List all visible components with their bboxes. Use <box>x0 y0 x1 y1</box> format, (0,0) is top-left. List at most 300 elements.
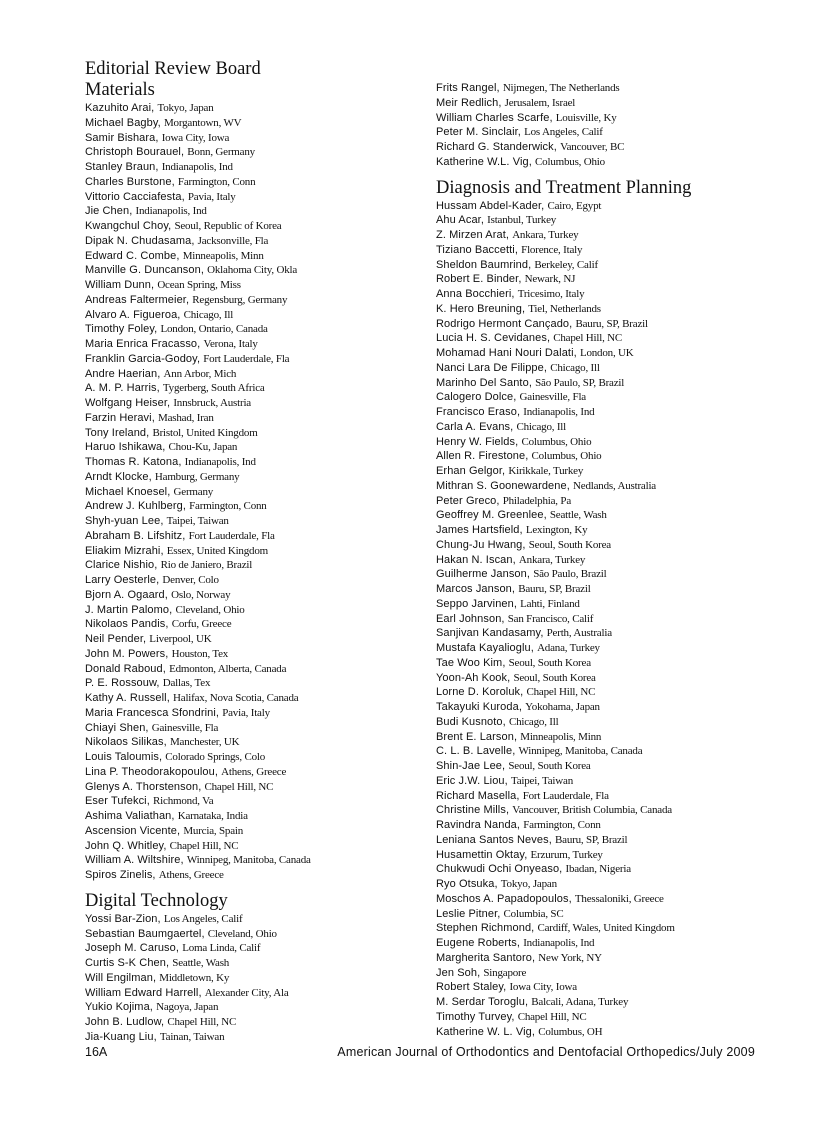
member-name: Mithran S. Goonewardene , <box>436 480 573 492</box>
member-name: Wolfgang Heiser , <box>85 397 173 409</box>
member-name: Jen Soh , <box>436 967 483 979</box>
member-name: Henry W. Fields , <box>436 436 521 448</box>
member-location: Taipei, Taiwan <box>166 515 229 527</box>
member-name: Leslie Pitner , <box>436 908 504 920</box>
member-name: Budi Kusnoto , <box>436 716 509 728</box>
member-name: Erhan Gelgor , <box>436 465 508 477</box>
board-member <box>85 941 430 956</box>
board-member <box>436 538 776 553</box>
board-member <box>85 927 430 942</box>
member-name: Christine Mills , <box>436 804 512 816</box>
board-member <box>85 868 430 883</box>
member-location: Cairo, Egypt <box>547 199 602 212</box>
board-member <box>85 175 430 190</box>
member-name: Bjorn A. Ogaard , <box>85 589 171 601</box>
member-name: Yossi Bar-Zion , <box>85 913 164 925</box>
board-member <box>85 1000 430 1015</box>
member-location: Minneapolis, Minn <box>182 249 264 262</box>
board-member <box>85 544 430 559</box>
member-location: San Francisco, Calif <box>507 612 594 625</box>
member-name: A. M. P. Harris , <box>85 382 163 394</box>
board-member <box>436 833 776 848</box>
member-location: Bristol, United Kingdom <box>152 426 258 439</box>
board-member <box>85 455 430 470</box>
member-name: Geoffrey M. Greenlee , <box>436 509 550 521</box>
board-member <box>85 485 430 500</box>
member-location: Denver, Colo <box>162 574 219 586</box>
board-member <box>85 809 430 824</box>
member-name: K. Hero Breuning , <box>436 303 528 315</box>
member-location: Ankara, Turkey <box>518 553 586 566</box>
member-location: Indianapolis, Ind <box>523 937 595 949</box>
member-location: Chou-Ku, Japan <box>168 441 238 454</box>
member-location: Karnataka, India <box>177 810 248 822</box>
member-name: Francisco Eraso , <box>436 406 523 418</box>
member-name: Calogero Dolce , <box>436 391 520 403</box>
member-name: Nikolaos Silikas , <box>85 736 170 748</box>
member-name: Michael Knoesel , <box>85 486 174 498</box>
member-name: Kwangchul Choy , <box>85 220 174 232</box>
member-location: Gainesville, Fla <box>519 391 586 404</box>
board-member <box>85 514 430 529</box>
member-location: Indianapolis, Ind <box>523 406 595 418</box>
board-member <box>85 145 430 160</box>
board-member <box>85 190 430 205</box>
member-name: Will Engilman , <box>85 972 159 984</box>
member-name: Alvaro A. Figueroa , <box>85 309 184 321</box>
member-location: Alexander City, Ala <box>204 986 289 999</box>
member-location: Berkeley, Calif <box>534 258 598 271</box>
member-name: Yukio Kojima , <box>85 1001 156 1013</box>
member-location: Gainesville, Fla <box>151 721 219 734</box>
member-name: C. L. B. Lavelle , <box>436 745 519 757</box>
board-member <box>436 81 776 96</box>
member-name: Sanjivan Kandasamy , <box>436 627 547 639</box>
member-location: Los Angeles, Calif <box>524 126 603 139</box>
board-member <box>85 912 430 927</box>
board-member <box>85 322 430 337</box>
member-name: Ashima Valiathan , <box>85 810 178 822</box>
member-location: Fort Lauderdale, Fla <box>188 529 275 542</box>
member-location: Tricesimo, Italy <box>517 288 585 300</box>
member-name: Charles Burstone , <box>85 176 178 188</box>
member-name: Ascension Vicente , <box>85 825 183 837</box>
materials-list <box>85 101 430 883</box>
member-name: Nanci Lara De Filippe , <box>436 362 550 374</box>
member-name: Shin-Jae Lee , <box>436 760 508 772</box>
member-name: Ahu Acar , <box>436 214 487 226</box>
member-location: Singapore <box>483 966 527 979</box>
member-location: Adana, Turkey <box>537 642 600 654</box>
board-member <box>85 529 430 544</box>
member-location: Chicago, Ill <box>516 420 567 433</box>
member-location: Farmington, Conn <box>177 175 256 188</box>
member-location: Newark, NJ <box>524 273 576 286</box>
board-member <box>85 588 430 603</box>
member-location: Loma Linda, Calif <box>182 942 261 955</box>
board-member <box>436 258 776 273</box>
member-name: P. E. Rossouw , <box>85 677 163 689</box>
member-location: Halifax, Nova Scotia, Canada <box>173 692 299 704</box>
board-member <box>436 951 776 966</box>
board-member <box>85 956 430 971</box>
board-member <box>85 735 430 750</box>
member-location: Ann Arbor, Mich <box>163 367 237 380</box>
member-name: Jie Chen , <box>85 205 136 217</box>
member-location: São Paulo, SP, Brazil <box>535 376 625 389</box>
board-member <box>85 131 430 146</box>
member-location: Murcia, Spain <box>183 824 244 837</box>
board-member <box>436 567 776 582</box>
board-member <box>85 986 430 1001</box>
board-member <box>85 116 430 131</box>
member-name: Margherita Santoro , <box>436 952 538 964</box>
member-location: Bonn, Germany <box>187 146 255 159</box>
member-name: Donald Raboud , <box>85 663 169 675</box>
member-location: Winnipeg, Manitoba, Canada <box>518 745 643 758</box>
board-member <box>436 744 776 759</box>
board-member <box>85 219 430 234</box>
member-name: Glenys A. Thorstenson , <box>85 781 205 793</box>
member-name: Dipak N. Chudasama , <box>85 235 198 247</box>
member-location: Indianapolis, Ind <box>135 205 207 218</box>
board-member <box>85 617 430 632</box>
member-name: J. Martin Palomo , <box>85 604 175 616</box>
board-member <box>436 685 776 700</box>
member-location: Colorado Springs, Colo <box>165 751 266 763</box>
member-location: Nagoya, Japan <box>156 1001 219 1014</box>
board-member <box>436 936 776 951</box>
member-location: Cardiff, Wales, United Kingdom <box>537 922 675 935</box>
board-member <box>436 96 776 111</box>
member-location: Erzurum, Turkey <box>530 848 603 861</box>
member-name: Brent E. Larson , <box>436 731 520 743</box>
member-name: William Charles Scarfe , <box>436 112 556 124</box>
member-location: Farmington, Conn <box>189 500 267 513</box>
board-member <box>436 774 776 789</box>
board-member <box>436 671 776 686</box>
board-member <box>436 243 776 258</box>
board-member <box>436 272 776 287</box>
right-column <box>436 81 776 1039</box>
member-name: Z. Mirzen Arat , <box>436 229 512 241</box>
member-name: Katherine W. L. Vig , <box>436 1026 538 1038</box>
member-name: Nikolaos Pandis , <box>85 618 172 630</box>
member-name: Tony Ireland , <box>85 427 152 439</box>
board-member <box>436 700 776 715</box>
member-location: Yokohama, Japan <box>525 701 600 713</box>
member-location: Houston, Tex <box>171 647 229 660</box>
board-member <box>436 317 776 332</box>
member-location: Seoul, South Korea <box>508 656 591 669</box>
board-member <box>436 597 776 612</box>
member-location: Perth, Australia <box>546 627 612 640</box>
member-name: Meir Redlich , <box>436 97 505 109</box>
member-location: Tiel, Netherlands <box>528 302 601 315</box>
board-member <box>85 971 430 986</box>
member-location: Jerusalem, Israel <box>504 96 576 109</box>
member-name: Takayuki Kuroda , <box>436 701 525 713</box>
member-name: Vittorio Cacciafesta , <box>85 191 188 203</box>
member-location: Tainan, Taiwan <box>159 1030 225 1043</box>
member-location: Iowa City, Iowa <box>161 131 230 144</box>
member-location: Ocean Spring, Miss <box>157 279 241 291</box>
member-location: Istanbul, Turkey <box>487 214 557 227</box>
board-member <box>436 1010 776 1025</box>
member-location: Lahti, Finland <box>520 597 580 610</box>
board-member <box>436 140 776 155</box>
member-name: Robert Staley , <box>436 981 509 993</box>
member-name: Timothy Turvey , <box>436 1011 518 1023</box>
board-member <box>436 966 776 981</box>
member-location: Ibadan, Nigeria <box>565 863 631 876</box>
member-location: Indianapolis, Ind <box>161 161 233 173</box>
journal-citation: American Journal of Orthodontics and Dentofacial Orthopedics/July 2009 <box>337 1045 755 1059</box>
board-member <box>85 160 430 175</box>
member-location: Morgantown, WV <box>163 116 242 129</box>
member-location: Louisville, Ky <box>555 111 617 124</box>
member-name: Ravindra Nanda , <box>436 819 523 831</box>
board-member <box>436 494 776 509</box>
member-location: Farmington, Conn <box>523 819 601 831</box>
member-location: Regensburg, Germany <box>192 293 288 306</box>
member-location: Chapel Hill, NC <box>526 686 596 699</box>
member-location: Balcali, Adana, Turkey <box>531 996 629 1008</box>
member-name: Chukwudi Ochi Onyeaso , <box>436 863 565 875</box>
member-location: Rio de Janiero, Brazil <box>160 559 253 572</box>
member-name: Louis Taloumis , <box>85 751 165 763</box>
board-member <box>436 479 776 494</box>
board-member <box>436 199 776 214</box>
member-name: Edward C. Combe , <box>85 250 183 262</box>
board-member <box>436 656 776 671</box>
member-location: Manchester, UK <box>169 736 240 749</box>
member-location: Mashad, Iran <box>158 411 214 424</box>
section-heading-materials: Materials <box>85 80 155 100</box>
member-name: Andre Haerian , <box>85 368 164 380</box>
board-member <box>85 765 430 780</box>
member-name: William Edward Harrell , <box>85 987 205 999</box>
member-name: Katherine W.L. Vig , <box>436 156 535 168</box>
member-name: Chung-Ju Hwang , <box>436 539 529 551</box>
member-location: Iowa City, Iowa <box>509 981 577 994</box>
board-member <box>436 213 776 228</box>
member-name: Eugene Roberts , <box>436 937 523 949</box>
board-member <box>436 715 776 730</box>
member-name: Andreas Faltermeier , <box>85 294 192 306</box>
member-name: Michael Bagby , <box>85 117 164 129</box>
member-location: Cleveland, Ohio <box>175 603 245 616</box>
member-name: Arndt Klocke , <box>85 471 155 483</box>
member-location: New York, NY <box>538 951 602 964</box>
member-location: Ankara, Turkey <box>512 229 579 241</box>
member-location: Middletown, Ky <box>159 971 230 984</box>
member-name: Stephen Richmond , <box>436 922 537 934</box>
member-location: Seoul, Republic of Korea <box>174 220 282 232</box>
member-name: Marcos Janson , <box>436 583 518 595</box>
member-name: Anna Bocchieri , <box>436 288 518 300</box>
member-location: Liverpool, UK <box>149 633 212 645</box>
board-member <box>85 839 430 854</box>
member-name: Eliakim Mizrahi , <box>85 545 167 557</box>
member-name: Richard Masella , <box>436 790 523 802</box>
member-name: Haruo Ishikawa , <box>85 441 169 453</box>
board-member <box>436 376 776 391</box>
board-member <box>85 573 430 588</box>
member-location: Chapel Hill, NC <box>167 1016 237 1028</box>
board-member <box>85 721 430 736</box>
board-member <box>436 287 776 302</box>
member-location: Columbia, SC <box>503 907 564 920</box>
member-location: Innsbruck, Austria <box>173 397 251 409</box>
member-name: Earl Johnson , <box>436 613 508 625</box>
member-location: Chicago, Ill <box>183 308 234 321</box>
member-name: Larry Oesterle , <box>85 574 162 586</box>
member-location: Minneapolis, Minn <box>520 730 602 743</box>
board-member <box>436 155 776 170</box>
member-location: Nedlands, Australia <box>573 479 656 492</box>
diagnosis-list <box>436 199 776 1040</box>
member-location: Columbus, OH <box>538 1025 603 1038</box>
board-member <box>85 780 430 795</box>
member-name: Tae Woo Kim , <box>436 657 509 669</box>
member-location: Indianapolis, Ind <box>184 456 256 468</box>
member-location: Winnipeg, Manitoba, Canada <box>186 854 311 867</box>
member-location: Taipei, Taiwan <box>510 774 573 787</box>
board-member <box>85 234 430 249</box>
board-member <box>85 647 430 662</box>
member-name: Carla A. Evans , <box>436 421 516 433</box>
member-name: Eser Tufekci , <box>85 795 153 807</box>
member-name: Kazuhito Arai , <box>85 102 157 114</box>
member-name: Moschos A. Papadopoulos , <box>436 893 575 905</box>
member-location: Jacksonville, Fla <box>197 234 269 247</box>
member-location: Athens, Greece <box>158 869 224 881</box>
member-name: Mustafa Kayalioglu , <box>436 642 537 654</box>
member-name: Stanley Braun , <box>85 161 162 173</box>
member-name: Tiziano Baccetti , <box>436 244 521 256</box>
member-location: Oslo, Norway <box>171 588 231 601</box>
member-location: Lexington, Ky <box>525 524 588 536</box>
digital-technology-list <box>85 912 430 1045</box>
member-name: Farzin Heravi , <box>85 412 158 424</box>
member-name: Samir Bishara , <box>85 132 162 144</box>
member-name: Sheldon Baumrind , <box>436 259 534 271</box>
member-location: Dallas, Tex <box>162 677 211 690</box>
member-name: Jia-Kuang Liu , <box>85 1031 160 1043</box>
member-name: Andrew J. Kuhlberg , <box>85 500 189 512</box>
member-name: Thomas R. Katona , <box>85 456 185 468</box>
member-name: Richard G. Standerwick , <box>436 141 560 153</box>
board-member <box>436 228 776 243</box>
board-member <box>85 1015 430 1030</box>
board-member <box>436 582 776 597</box>
member-location: Chapel Hill, NC <box>169 839 239 852</box>
member-location: Germany <box>173 485 214 498</box>
board-member <box>85 558 430 573</box>
member-location: Chapel Hill, NC <box>553 332 623 345</box>
member-location: Edmonton, Alberta, Canada <box>169 662 287 675</box>
board-member <box>85 352 430 367</box>
board-member <box>436 420 776 435</box>
board-member <box>436 803 776 818</box>
member-location: Seoul, South Korea <box>508 760 591 772</box>
page-footer <box>85 1045 755 1061</box>
member-location: Oklahoma City, Okla <box>207 264 298 277</box>
member-location: Columbus, Ohio <box>535 155 605 168</box>
board-member <box>85 853 430 868</box>
member-name: Christoph Bourauel , <box>85 146 187 158</box>
member-name: Maria Francesca Sfondrini , <box>85 707 222 719</box>
member-location: Athens, Greece <box>221 765 287 778</box>
board-member <box>436 730 776 745</box>
member-name: James Hartsfield , <box>436 524 526 536</box>
member-location: Tokyo, Japan <box>500 878 557 890</box>
member-name: Robert E. Binder , <box>436 273 525 285</box>
member-location: Seattle, Wash <box>549 509 607 522</box>
member-name: Clarice Nishio , <box>85 559 161 571</box>
member-location: Tygerberg, South Africa <box>162 382 265 395</box>
board-member <box>436 995 776 1010</box>
member-name: Sebastian Baumgaertel , <box>85 928 208 940</box>
page-number: 16A <box>85 1045 108 1059</box>
board-member <box>436 789 776 804</box>
board-member <box>436 921 776 936</box>
member-name: Frits Rangel , <box>436 82 503 94</box>
member-name: Neil Pender , <box>85 633 149 645</box>
member-location: Seoul, South Korea <box>513 671 596 684</box>
member-location: Columbus, Ohio <box>531 450 602 463</box>
board-member <box>436 449 776 464</box>
member-name: Timothy Foley , <box>85 323 160 335</box>
member-location: Verona, Italy <box>203 338 258 350</box>
member-location: Nijmegen, The Netherlands <box>502 82 620 94</box>
member-location: Thessaloniki, Greece <box>574 892 664 905</box>
member-location: Essex, United Kingdom <box>166 544 268 557</box>
member-location: Hamburg, Germany <box>154 470 240 483</box>
member-name: Kathy A. Russell , <box>85 692 173 704</box>
member-name: M. Serdar Toroglu , <box>436 996 531 1008</box>
member-name: Lorne D. Koroluk , <box>436 686 526 698</box>
board-member <box>436 405 776 420</box>
member-name: Allen R. Firestone , <box>436 450 532 462</box>
board-member <box>85 337 430 352</box>
member-name: Ryo Otsuka , <box>436 878 501 890</box>
board-member <box>436 892 776 907</box>
board-member <box>85 249 430 264</box>
board-member <box>436 907 776 922</box>
board-member <box>436 523 776 538</box>
member-location: Chapel Hill, NC <box>204 780 274 793</box>
member-location: Kirikkale, Turkey <box>508 465 584 477</box>
board-member <box>436 612 776 627</box>
member-location: Fort Lauderdale, Fla <box>522 789 609 802</box>
member-location: Seoul, South Korea <box>528 538 611 551</box>
board-member <box>85 750 430 765</box>
member-location: Corfu, Greece <box>171 618 232 631</box>
left-column <box>85 59 430 1045</box>
page-title: Editorial Review Board <box>85 59 261 79</box>
board-member <box>85 824 430 839</box>
board-member <box>436 862 776 877</box>
member-location: Tokyo, Japan <box>157 102 214 114</box>
board-member <box>85 263 430 278</box>
member-name: Husamettin Oktay , <box>436 849 531 861</box>
board-member <box>436 626 776 641</box>
member-name: Marinho Del Santo , <box>436 377 535 389</box>
board-member <box>85 662 430 677</box>
member-name: Abraham B. Lifshitz , <box>85 530 189 542</box>
